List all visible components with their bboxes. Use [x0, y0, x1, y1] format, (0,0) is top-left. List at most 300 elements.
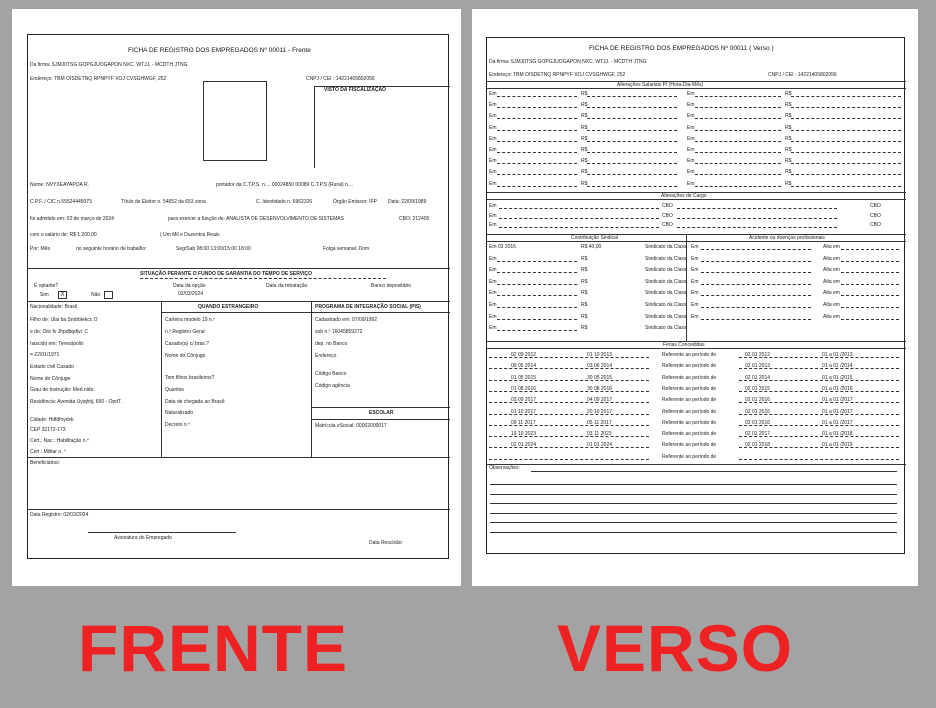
alta-blank: [841, 272, 899, 273]
sim-label: Sim: [40, 292, 49, 298]
alt-sal-em: Em: [489, 124, 497, 131]
ferias-periodo-ini: 02 01 2016: [745, 397, 771, 404]
alta-em: Alta em: [823, 302, 840, 308]
alteracoes-cargo-title: Alterações de Cargo: [661, 193, 707, 199]
obs-line: [531, 471, 897, 472]
cbo: CBO: 212405: [399, 216, 430, 222]
alta-em: Alta em: [823, 244, 840, 250]
alt-sal-em: Em: [687, 91, 695, 97]
fgts-title: SITUAÇÃO PERANTE O FUNDO DE GARANTIA DO TEMPO DE SERVIÇO: [140, 271, 312, 277]
contrib-rs: R$: [581, 267, 588, 274]
alt-sal-blank: [497, 130, 577, 131]
contrib-blank: [497, 319, 577, 320]
alt-sal-rs: R$: [581, 124, 588, 131]
alt-sal-blank: [791, 152, 901, 153]
ferias-fim: 05 11 2017: [587, 419, 612, 426]
acidente-em: Em: [691, 302, 699, 308]
acidente-em: Em: [691, 313, 699, 320]
ferias-periodo-fim: 01 a 01 /2013: [822, 352, 853, 358]
alt-sal-blank: [497, 118, 577, 119]
alt-sal-rs: R$: [581, 113, 588, 120]
alt-sal-blank: [587, 107, 677, 108]
alt-cargo-blank: [677, 227, 837, 228]
ferias-referente: Referente ao período de: [662, 431, 717, 438]
pis-title: PROGRAMA DE INTEGRAÇÃO SOCIAL (PIS): [315, 304, 421, 310]
folga: Folga semanal: Dom: [323, 246, 370, 252]
identificacao-item: Nome do Cônjuge: [30, 376, 71, 382]
assinatura-empregado: Assinatura do Empregado: [114, 535, 172, 541]
contribuicao-sindical-title: Contribuição Sindical: [571, 235, 618, 241]
estrangeiro-item: Casado(a) c/ bras.?: [165, 341, 209, 347]
estrangeiro-item: Carteira modelo 19 n.º: [165, 317, 215, 323]
alt-sal-blank: [791, 174, 901, 175]
data-opcao-valor: 02/03/2024: [178, 291, 204, 297]
alta-em: Alta em: [823, 255, 840, 262]
ferias-fim: 03 11 2023: [587, 431, 612, 438]
ferias-inicio: 03 09 2017: [511, 397, 537, 404]
contrib-em: Em: [489, 278, 497, 285]
pis-item: Endereço: [315, 353, 337, 359]
contrib-blank: [497, 261, 577, 262]
acidente-em: Em: [691, 244, 699, 250]
verso-label: VERSO: [557, 611, 794, 685]
contrib-rs: R$ 40,00: [581, 244, 602, 250]
contrib-rs: R$: [581, 278, 588, 285]
alt-sal-em: Em: [489, 169, 497, 176]
back-firma: Da firma: SJMJIITSG GOPGJUOGAPON NXC. WTJJ. - MCDTH JTNG: [489, 59, 647, 65]
back-form: [486, 37, 905, 554]
contrib-em: Em: [489, 313, 497, 320]
ferias-referente: Referente ao período de: [662, 397, 717, 404]
alt-cargo-blank: [499, 227, 659, 228]
ferias-fim: 01 10 2013: [587, 352, 613, 358]
contrib-em: Em: [489, 325, 497, 332]
alt-sal-blank: [791, 118, 901, 119]
alt-sal-em: Em: [489, 158, 497, 165]
identidade: C. Identidade n. 6962326: [256, 199, 313, 205]
alt-sal-blank: [791, 186, 901, 187]
contrib-blank: [497, 307, 577, 308]
ferias-inicio: 19 10 2023: [511, 431, 537, 438]
alt-sal-blank: [695, 141, 781, 142]
front-form: [27, 34, 449, 559]
salario: com o salário de: R$ 1.200,00: [30, 232, 97, 238]
ferias-blank: [489, 436, 649, 437]
por: Por: Mês: [30, 246, 51, 252]
data-retratacao: Data da retratação: [266, 283, 308, 289]
alt-sal-rs: R$: [581, 169, 588, 176]
ferias-referente: Referente ao período de: [662, 374, 717, 381]
ferias-inicio: 09 11 2017: [511, 419, 536, 426]
ferias-inicio: 09 05 2014: [511, 363, 537, 370]
ferias-periodo-blank: [739, 391, 899, 392]
ferias-periodo-blank: [739, 436, 899, 437]
optante: É optante?: [34, 283, 59, 289]
alt-sal-em: Em: [687, 124, 695, 131]
alt-sal-blank: [695, 107, 781, 108]
alta-blank: [841, 319, 899, 320]
identificacao-item: Cert.: Militar n. º: [30, 449, 66, 455]
alt-sal-blank: [587, 152, 677, 153]
nome: Nome: NVYXEAYAPOA R.: [30, 182, 90, 188]
ferias-periodo-blank: [739, 402, 899, 403]
alt-sal-blank: [791, 141, 901, 142]
alt-sal-blank: [791, 163, 901, 164]
alt-sal-em: Em: [687, 180, 695, 187]
ctps: portador da C.T.P.S. n.... 00024850 00089 C.T.P.S (Rural) n....: [216, 182, 354, 188]
banco-depositario: Banco depositário: [371, 283, 412, 289]
sim-checkbox[interactable]: X: [58, 291, 67, 299]
acidente-blank: [701, 249, 811, 250]
visto-fiscalizacao: VISTO DA FISCALIZAÇÃO: [324, 87, 386, 93]
ferias-fim: 30 05 2015: [587, 374, 613, 381]
ferias-periodo-fim: 01 a 01 /2016: [822, 385, 853, 392]
acidente-em: Em: [691, 255, 699, 262]
estrangeiro-item: Nome do Cônjuge: [165, 353, 206, 359]
alt-sal-blank: [497, 186, 577, 187]
ferias-referente: Referente ao período de: [662, 363, 717, 370]
photo-box: [203, 81, 267, 161]
identificacao-item: Residência: Avenida Uyiqhtij, 650 - OpdT.: [30, 399, 122, 405]
alt-sal-blank: [695, 186, 781, 187]
ferias-periodo-ini: 02 01 2012: [745, 352, 771, 358]
contrib-rs: R$: [581, 313, 588, 320]
contrib-em: Em: [489, 267, 497, 274]
ferias-blank: [489, 402, 649, 403]
alt-cargo-cbo: CBO: [870, 212, 881, 219]
alt-sal-blank: [497, 96, 577, 97]
salario-extenso: ( Um Mil e Duzentos Reais: [160, 232, 220, 238]
contrib-sindicato: Sindicato da Class: [645, 267, 687, 274]
contrib-sindicato: Sindicato da Class: [645, 313, 687, 320]
ferias-fim: 30 08 2016: [587, 385, 613, 392]
alt-sal-blank: [587, 118, 677, 119]
ferias-periodo-blank: [739, 357, 899, 358]
observacoes: Observações:: [489, 465, 520, 471]
ferias-periodo-blank: [739, 425, 899, 426]
ferias-periodo-fim: 01 a 01 /2017: [822, 419, 853, 426]
ferias-fim: 01 01 2024: [587, 442, 613, 449]
ferias-title: Férias Concedidas: [663, 342, 705, 348]
alt-sal-blank: [791, 130, 901, 131]
front-firma: Da firma: SJMJIITSG GOPGJUOGAPON NXC. WTJJ. - MCDTH JTNG: [30, 62, 188, 68]
alt-sal-rs: R$: [785, 158, 792, 165]
back-endereco: Endereço: TBM OISDETNQ RPNPYF XOJ CVSGHWGF, 252: [489, 72, 626, 78]
ferias-periodo-fim: 01 a 01 /2018: [822, 431, 853, 438]
contrib-sindicato: Sindicato da Class: [645, 302, 687, 308]
ferias-periodo-ini: 02 01 2018: [745, 442, 771, 449]
alt-sal-em: Em: [489, 180, 497, 187]
contrib-em: Em: [489, 255, 497, 262]
alt-cargo-cbo: CBO: [662, 203, 673, 209]
alt-cargo-cbo: CBO: [870, 222, 881, 228]
alt-sal-rs: R$: [785, 147, 792, 153]
alta-blank: [841, 295, 899, 296]
alt-sal-blank: [791, 96, 901, 97]
ferias-periodo-fim: 01 a 01 /2017: [822, 397, 853, 404]
ferias-periodo-fim: 01 a 01 /2015: [822, 374, 853, 381]
alt-sal-blank: [587, 130, 677, 131]
contrib-sindicato: Sindicato da Class: [645, 278, 687, 285]
acidente-title: Acidente ou doenças profissionais: [749, 235, 825, 241]
ferias-blank: [489, 459, 649, 460]
contrib-blank: [497, 272, 577, 273]
alt-cargo-em: Em: [489, 203, 497, 209]
alt-sal-em: Em: [489, 113, 497, 120]
alt-sal-rs: R$: [785, 124, 792, 131]
identificacao-item: e de: Oiic fv Jhpdbqdivi: C: [30, 329, 89, 335]
ferias-blank: [489, 368, 649, 369]
ferias-periodo-ini: 02 01 2015: [745, 385, 771, 392]
acidente-em: Em: [691, 267, 699, 274]
acidente-blank: [701, 319, 811, 320]
matricula-esocial: Matrícula eSocial: 00002000017: [315, 423, 387, 429]
alta-blank: [841, 261, 899, 262]
contrib-em: Em: [489, 302, 497, 308]
alt-cargo-blank: [677, 218, 837, 219]
ferias-fim: 03 06 2014: [587, 363, 613, 370]
ferias-inicio: 02 01 2024: [511, 442, 537, 449]
acidente-blank: [701, 284, 811, 285]
ferias-inicio: 02 09 2012: [511, 352, 537, 358]
acidente-em: Em: [691, 278, 699, 285]
contrib-em: Em 03 2016: [489, 244, 516, 250]
alt-sal-blank: [497, 152, 577, 153]
alt-cargo-cbo: CBO: [662, 212, 673, 219]
alt-cargo-blank: [499, 218, 659, 219]
contrib-rs: R$: [581, 255, 588, 262]
alt-sal-rs: R$: [581, 158, 588, 165]
escolar-title: ESCOLAR: [369, 410, 394, 416]
identificacao-item: Cidade: Hdfdfoydvk: [30, 417, 74, 423]
alta-em: Alta em: [823, 278, 840, 285]
ferias-periodo-blank: [739, 414, 899, 415]
front-cnpj: CNPJ / CEI : 14221405802056: [306, 76, 375, 82]
back-title: FICHA DE REGISTRO DOS EMPREGADOS Nº 00011 ( Verso ): [589, 45, 774, 52]
contrib-em: Em: [489, 290, 497, 297]
ferias-blank: [489, 380, 649, 381]
alt-sal-em: Em: [687, 102, 695, 109]
contrib-sindicato: Sindicato da Class: [645, 325, 687, 332]
identificacao-item: Estado civil Casado: [30, 364, 74, 370]
ferias-referente: Referente ao período de: [662, 442, 717, 449]
ferias-periodo-ini: 02 01 2016: [745, 408, 771, 415]
ferias-blank: [489, 447, 649, 448]
alt-sal-em: Em: [687, 113, 695, 120]
ferias-referente: Referente ao período de: [662, 352, 717, 358]
acidente-blank: [701, 261, 811, 262]
obs-line: [490, 513, 897, 514]
ferias-inicio: 01 08 2016: [511, 385, 537, 392]
estrangeiro-item: Quantos: [165, 387, 184, 393]
contrib-sindicato: Sindicato da Class: [645, 290, 687, 297]
horario-valor: Seg/Sab 08:00 13:00/15:00 18:00: [176, 246, 251, 252]
front-title: FICHA DE REGISTRO DOS EMPREGADOS Nº 00011 - Frente: [128, 47, 311, 54]
front-endereco: Endereço: TBM OISDETNQ RPNPYF XOJ CVSGHWGF, 252: [30, 76, 167, 82]
data-registro: Data Registro: 02/03/2024: [30, 512, 89, 518]
alt-cargo-blank: [499, 208, 659, 209]
alt-sal-blank: [791, 107, 901, 108]
ferias-periodo-fim: 01 a 01 /2019: [822, 442, 853, 449]
identificacao-item: Filho de: Ulai ba Srobblekcc O: [30, 317, 98, 323]
alta-blank: [841, 307, 899, 308]
alt-sal-em: Em: [489, 102, 497, 109]
ferias-blank: [489, 357, 649, 358]
acidente-blank: [701, 272, 811, 273]
alt-sal-blank: [695, 118, 781, 119]
identificacao-item: Cert.: Nac.: Habilitação n.º: [30, 438, 89, 444]
obs-line: [490, 532, 897, 533]
alt-cargo-cbo: CBO: [870, 203, 881, 209]
back-page: [472, 9, 918, 586]
nao-label: Não: [91, 292, 101, 298]
ferias-referente: Referente ao período de: [662, 453, 717, 460]
identificacao-item: = 22/01/1971: [30, 352, 60, 358]
estrangeiro-item: n.º Registro Geral: [165, 329, 205, 335]
estrangeiro-item: Decreto n.º: [165, 422, 190, 428]
alt-cargo-cbo: CBO: [662, 222, 673, 228]
alta-blank: [841, 284, 899, 285]
alta-em: Alta em: [823, 267, 840, 274]
obs-line: [490, 503, 897, 504]
alta-blank: [841, 249, 899, 250]
contrib-rs: R$: [581, 302, 588, 308]
alt-sal-rs: R$: [785, 169, 792, 176]
data-rescisao: Data Rescisão:: [369, 540, 403, 546]
acidente-em: Em: [691, 290, 699, 297]
front-page: [12, 9, 461, 586]
ferias-referente: Referente ao período de: [662, 408, 717, 415]
acidente-blank: [701, 307, 811, 308]
orgao-emissor: Órgão Emissor: IFP: [333, 199, 377, 205]
ferias-periodo-fim: 01 a 01 /2017: [822, 408, 853, 415]
ferias-inicio: 01 10 2017: [511, 408, 537, 415]
alt-sal-blank: [587, 163, 677, 164]
back-cnpj: CNPJ / CEI : 14221405802056: [768, 72, 837, 78]
alt-sal-blank: [497, 141, 577, 142]
estrangeiro-item: Data de chegada ao Brasil:: [165, 399, 226, 405]
data-opcao: Data da opção: [173, 283, 206, 289]
contrib-blank: [497, 330, 577, 331]
alta-em: Alta em: [823, 290, 840, 297]
frente-label: FRENTE: [78, 611, 348, 685]
estrangeiro-item: Naturalizado: [165, 410, 194, 416]
admitido: foi admitido em: 02 de março de 2024: [30, 216, 114, 222]
alt-sal-rs: R$: [785, 113, 792, 120]
data-identidade: Data: 22/09/1989: [388, 199, 427, 205]
identificacao-item: Nacionalidade: Brasil: [30, 304, 77, 310]
ferias-referente: Referente ao período de: [662, 385, 717, 392]
alt-sal-em: Em: [687, 158, 695, 165]
ferias-fim: 04 09 2017: [587, 397, 613, 404]
alt-sal-rs: R$: [581, 102, 588, 109]
alt-sal-blank: [497, 174, 577, 175]
ferias-periodo-ini: 02 01 2013: [745, 363, 771, 370]
estrangeiro-item: Tem filhos brasileiros?: [165, 375, 215, 381]
alta-em: Alta em: [823, 313, 840, 320]
alt-sal-em: Em: [489, 91, 497, 97]
ferias-inicio: 01 05 2015: [511, 374, 537, 381]
ferias-periodo-ini: 02 01 2016: [745, 419, 771, 426]
contrib-rs: R$: [581, 325, 588, 332]
alt-sal-rs: R$: [785, 180, 792, 187]
obs-line: [490, 484, 897, 485]
acidente-blank: [701, 295, 811, 296]
alt-sal-blank: [587, 186, 677, 187]
titulo-eleitor: Título de Eleitor n. 54652 da 653 zona: [121, 199, 206, 205]
ferias-periodo-blank: [739, 368, 899, 369]
ferias-referente: Referente ao período de: [662, 419, 717, 426]
pis-item: dep. no Banco: [315, 341, 348, 347]
alt-sal-rs: R$: [785, 135, 792, 142]
alt-sal-em: Em: [489, 135, 497, 142]
pis-item: Código agência: [315, 383, 350, 389]
alt-sal-rs: R$: [581, 135, 588, 142]
alteracoes-salariais-title: Alterações Salariais P/ (Hora-Dia-Mês): [617, 82, 704, 88]
ferias-periodo-blank: [739, 380, 899, 381]
alt-sal-em: Em: [687, 147, 695, 153]
alt-sal-em: Em: [687, 169, 695, 176]
alt-sal-rs: R$: [785, 102, 792, 109]
horario-label: no seguinte horário de trabalho:: [76, 246, 147, 252]
ferias-periodo-ini: 02 01 2017: [745, 431, 771, 438]
ferias-periodo-blank: [739, 447, 899, 448]
contrib-rs: R$: [581, 290, 588, 297]
alt-sal-blank: [587, 141, 677, 142]
alt-sal-blank: [587, 174, 677, 175]
ferias-blank: [489, 414, 649, 415]
alt-sal-em: Em: [687, 135, 695, 142]
pis-item: Código Banco: [315, 371, 347, 377]
obs-line: [490, 522, 897, 523]
obs-line: [490, 494, 897, 495]
alt-sal-rs: R$: [581, 180, 588, 187]
identificacao-item: nascido em: Teresópolis: [30, 341, 84, 347]
alt-cargo-em: Em: [489, 212, 497, 219]
ferias-periodo-fim: 01 a 01 /2014: [822, 363, 853, 370]
nao-checkbox[interactable]: [104, 291, 113, 299]
identificacao-item: Grau de Instrução: Med.nido.: [30, 387, 95, 393]
ferias-periodo-ini: 02 01 2014: [745, 374, 771, 381]
ferias-blank: [489, 391, 649, 392]
alt-sal-blank: [695, 163, 781, 164]
alt-sal-rs: R$: [785, 91, 792, 97]
alt-sal-blank: [497, 107, 577, 108]
alt-sal-blank: [497, 163, 577, 164]
ferias-blank: [489, 425, 649, 426]
identificacao-item: CEP 32172-173: [30, 427, 66, 433]
alt-sal-blank: [695, 152, 781, 153]
funcao: para exercer a função de: ANALISTA DE DESENVOLVIMENTO DE SISTEMAS: [168, 216, 344, 222]
pis-item: Cadastrado em: 07/09/1992: [315, 317, 377, 323]
ferias-fim: 20 10 2017: [587, 408, 613, 415]
contrib-blank: [497, 295, 577, 296]
estrangeiro-title: QUANDO ESTRANGEIRO: [198, 304, 259, 310]
alt-sal-rs: R$: [581, 91, 588, 97]
contrib-blank: [497, 284, 577, 285]
contrib-sindicato: Sindicato da Class: [645, 255, 687, 262]
alt-sal-rs: R$: [581, 147, 588, 153]
beneficiarios: Beneficiários:: [30, 460, 61, 466]
alt-sal-blank: [695, 130, 781, 131]
cpf: C.P.F. / CIC n.55524445073: [30, 199, 92, 205]
alt-sal-em: Em: [489, 147, 497, 153]
alt-sal-blank: [695, 96, 781, 97]
alt-sal-blank: [587, 96, 677, 97]
contrib-sindicato: Sindicato da Class: [645, 244, 687, 250]
alt-sal-blank: [695, 174, 781, 175]
ferias-periodo-blank: [739, 459, 899, 460]
